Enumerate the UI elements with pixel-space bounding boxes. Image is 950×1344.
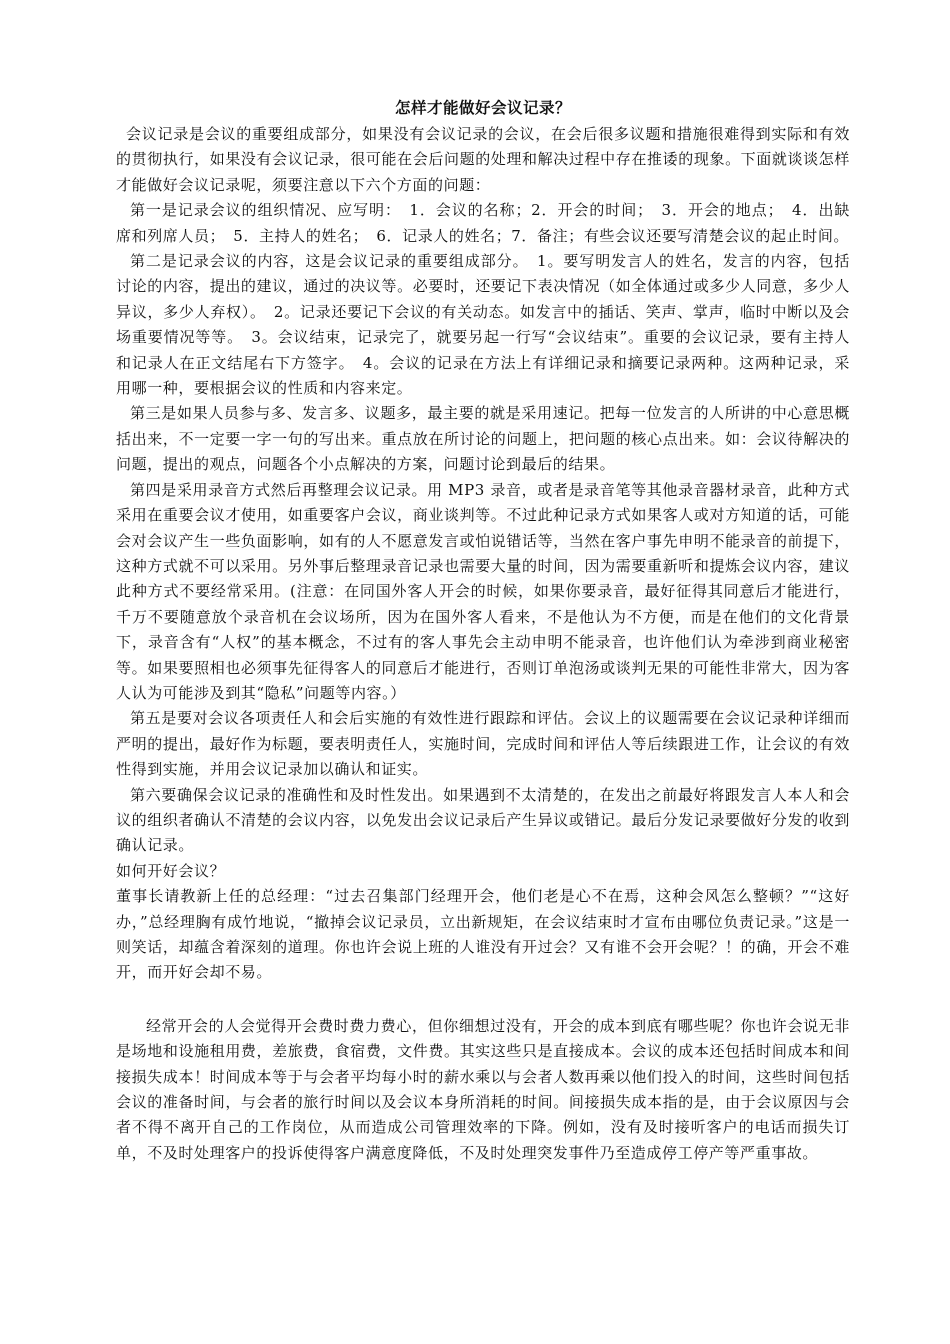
intro-paragraph: 会议记录是会议的重要组成部分，如果没有会议记录的会议，在会后很多议题和措施很难得到实际和有效的贯彻执行，如果没有会议记录，很可能在会后问题的处理和解决过程中存在推诿的现象。下面就谈谈怎样才能做好会议记录呢，须要注意以下六个方面的问题：	[116, 125, 850, 194]
point-five-paragraph: 第五是要对会议各项责任人和会后实施的有效性进行跟踪和评估。会议上的议题需要在会议记录种详细而严明的提出，最好作为标题，要表明责任人，实施时间，完成时间和评估人等后续跟进工作，让会议的有效性得到实施，并用会议记录加以确认和证实。	[116, 709, 850, 779]
paragraph-gap	[116, 986, 850, 1014]
point-six-paragraph: 第六要确保会议记录的准确性和及时性发出。如果遇到不太清楚的，在发出之前最好将跟发言人本人和会议的组织者确认不清楚的会议内容，以免发出会议记录后产生异议或错记。最后分发记录要做好分发的收到确认记录。	[116, 785, 850, 855]
section-heading: 如何开好会议？	[116, 861, 226, 880]
point-four-paragraph: 第四是采用录音方式然后再整理会议记录。用 MP3 录音，或者是录音笔等其他录音器材录音，此种方式采用在重要会议才使用，如重要客户会议，商业谈判等。不过此种记录方式如果客人或对方知道的话，可能会对会议产生一些负面影响，如有的人不愿意发言或怕说错话等，当然在客户事先申明不能录音的前提下，这种方式就不可以采用。另外事后整理录音记录也需要大量的时间，因为需要重新听和提炼会议内容，建议此种方式不要经常采用。(注意：在同国外客人开会的时候，如果你要录音，最好征得其同意后才能进行，千万不要随意放个录音机在会议场所，因为在国外客人看来，不是他认为不方便，而是在他们的文化背景下，录音含有“人权”的基本概念，不过有的客人事先会主动申明不能录音，也许他们认为牵涉到商业秘密等。如果要照相也必须事先征得客人的同意后才能进行，否则订单泡汤或谈判无果的可能性非常大，因为客人认为可能涉及到其“隐私”问题等内容。）	[116, 480, 850, 702]
point-one-paragraph: 第一是记录会议的组织情况、应写明： 1．会议的名称；2．开会的时间； 3．开会的地点； 4．出缺席和列席人员； 5．主持人的姓名； 6．记录人的姓名；7．备注；有些会议还要写清楚会议的起止时间。	[116, 201, 850, 245]
meeting-cost-paragraph: 经常开会的人会觉得开会费时费力费心，但你细想过没有，开会的成本到底有哪些呢？你也许会说无非是场地和设施租用费，差旅费，食宿费，文件费。其实这些只是直接成本。会议的成本还包括时间成本和间接损失成本！时间成本等于与会者平均每小时的薪水乘以与会者人数再乘以他们投入的时间，这些时间包括会议的准备时间，与会者的旅行时间以及会议本身所消耗的时间。间接损失成本指的是，由于会议原因与会者不得不离开自己的工作岗位，从而造成公司管理效率的下降。例如，没有及时接听客户的电话而损失订单，不及时处理客户的投诉使得客户满意度降低，不及时处理突发事件乃至造成停工停产等严重事故。	[116, 1016, 850, 1162]
document-title: 怎样才能做好会议记录？	[394, 98, 571, 117]
document-page	[116, 96, 850, 1166]
anecdote-paragraph: 董事长请教新上任的总经理：“过去召集部门经理开会，他们老是心不在焉，这种会风怎么整顿？”“这好办，”总经理胸有成竹地说，“撤掉会议记录员，立出新规矩，在会议结束时才宣布由哪位负责记录。”这是一则笑话，却蕴含着深刻的道理。你也许会说上班的人谁没有开过会？又有谁不会开会呢？！的确，开会不难开，而开好会却不易。	[116, 887, 850, 982]
point-two-paragraph: 第二是记录会议的内容，这是会议记录的重要组成部分。 1。要写明发言人的姓名，发言的内容，包括讨论的内容，提出的建议，通过的决议等。必要时，还要记下表决情况（如全体通过或多少人同意，多少人异议，多少人弃权）。 2。记录还要记下会议的有关动态。如发言中的插话、笑声、掌声，临时中断以及会场重要情况等等。 3。会议结束，记录完了，就要另起一行写“会议结束”。重要的会议记录，要有主持人和记录人在正文结尾右下方签字。 4。会议的记录在方法上有详细记录和摘要记录两种。这两种记录，采用哪一种，要根据会议的性质和内容来定。	[116, 252, 850, 398]
point-three-paragraph: 第三是如果人员参与多、发言多、议题多，最主要的就是采用速记。把每一位发言的人所讲的中心意思概括出来，不一定要一字一句的写出来。重点放在所讨论的问题上，把问题的核心点出来。如：会议待解决的问题，提出的观点，问题各个小点解决的方案，问题讨论到最后的结果。	[116, 404, 850, 474]
